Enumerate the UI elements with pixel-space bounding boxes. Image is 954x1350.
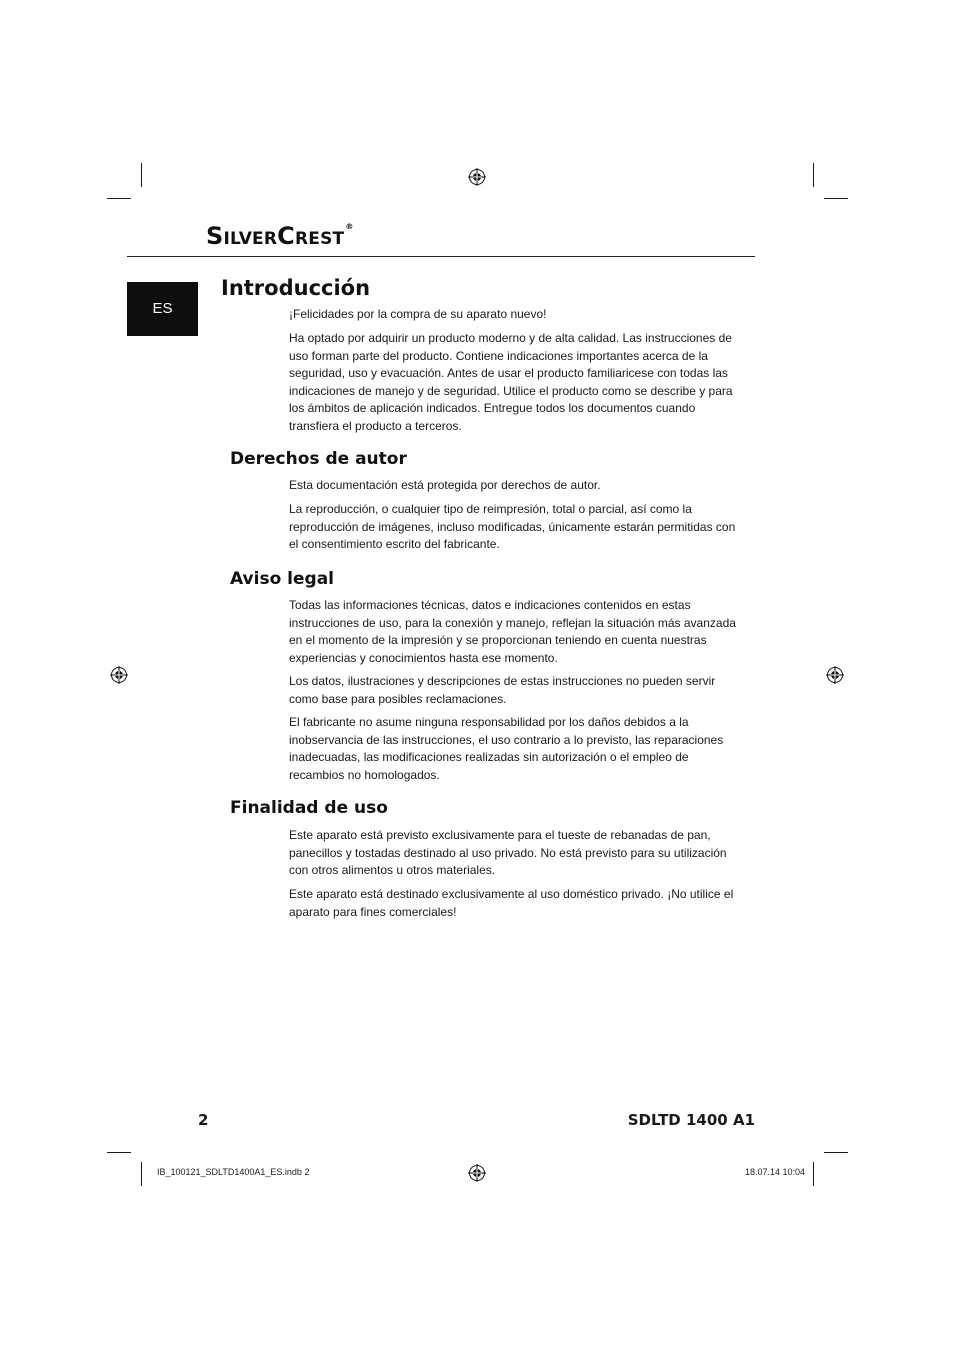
brand-name: SilverCrest [206,222,345,250]
header-rule [127,256,755,257]
registration-mark-icon [468,1164,486,1182]
brand-logo [206,222,354,250]
registration-mark-icon [110,666,128,684]
section-paragraph: La reproducción, o cualquier tipo de reimpresión, total o parcial, así como la reproducción de imágenes, incluso modificadas, únicamente estarán permitidas con el consentimiento escrito del fabricante. [289,502,736,551]
page-number: 2 [198,1111,209,1129]
section-paragraph: El fabricante no asume ninguna responsabilidad por los daños debidos a la inobservancia de las instrucciones, el uso contrario a lo previsto, las reparaciones inadecuadas, las modificaciones realizadas sin autorización o el empleo de recambios no homologados. [289,715,724,782]
crop-mark [813,163,814,187]
section-paragraph: Todas las informaciones técnicas, datos e indicaciones contenidos en estas instrucciones de uso, para la conexión y manejo, reflejan la situación más avanzada en el momento de la impresión y se proporcionan teniendo en cuenta nuestras experiencias y conocimientos hasta ese momento. [289,598,736,665]
registration-mark-icon [468,168,486,186]
crop-mark [107,1152,131,1153]
section-paragraph: Esta documentación está protegida por derechos de autor. [289,478,601,492]
crop-mark [824,198,848,199]
crop-mark [141,163,142,187]
print-slug-file: IB_100121_SDLTD1400A1_ES.indb 2 [157,1167,310,1177]
section-heading: Aviso legal [230,569,335,589]
language-tab-label: ES [152,300,173,317]
crop-mark [141,1162,142,1186]
crop-mark [813,1162,814,1186]
page-title: Introducción [221,276,371,300]
registered-mark: ® [345,222,354,231]
language-tab [127,282,198,336]
model-number: SDLTD 1400 A1 [627,1111,755,1129]
section-heading: Derechos de autor [230,449,407,469]
registration-mark-icon [826,666,844,684]
intro-paragraph: Ha optado por adquirir un producto moderno y de alta calidad. Las instrucciones de uso forman parte del producto. Contiene indicaciones importantes acerca de la seguridad, uso y evacuación. Antes de usar el producto familiaricese con todas las indicaciones de manejo y de seguridad. Utilice el producto como se describe y para los ámbitos de aplicación indicados. Entregue todos los documentos cuando transfiera el producto a terceros. [289,331,733,433]
crop-mark [107,198,131,199]
section-paragraph: Este aparato está destinado exclusivamente al uso doméstico privado. ¡No utilice el aparato para fines comerciales! [289,887,734,919]
section-heading: Finalidad de uso [230,798,388,818]
crop-mark [824,1152,848,1153]
section-paragraph: Este aparato está previsto exclusivamente para el tueste de rebanadas de pan, panecillos y tostadas destinado al uso privado. No está previsto para su utilización con otros alimentos u otros materiales. [289,828,727,877]
print-slug-datetime: 18.07.14 10:04 [744,1167,805,1177]
section-paragraph: Los datos, ilustraciones y descripciones de estas instrucciones no pueden servir como base para posibles reclamaciones. [289,674,716,706]
intro-paragraph: ¡Felicidades por la compra de su aparato nuevo! [289,307,547,321]
